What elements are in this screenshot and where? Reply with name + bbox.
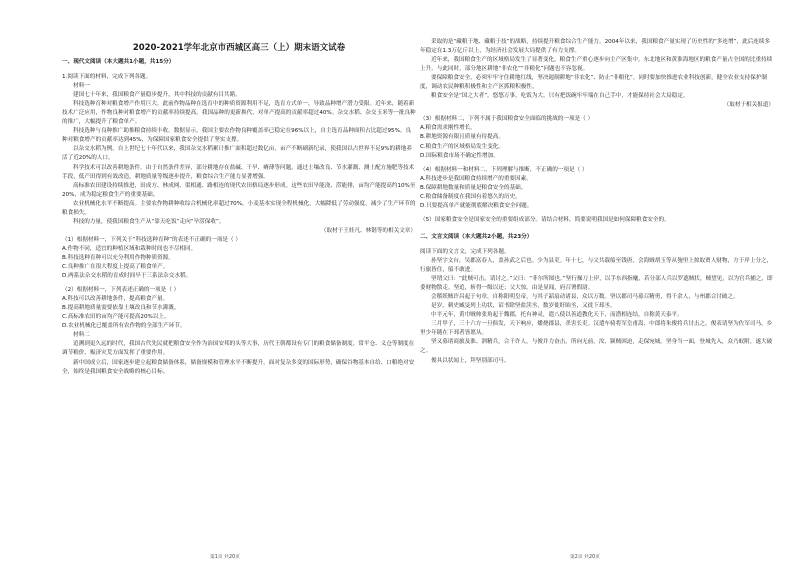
paragraph: 要保障粮食安全，必须牢牢守住耕地红线，坚决遏制耕地“非农化”、防止“非粮化”。同时要加快推进农业科技创新，健全农业支持保护制度，调动农民种粮积极性和主产区抓粮积极性。: [420, 75, 768, 91]
paragraph: 高标准农田建设持续推进，田成方、林成网、渠相通、路相连的现代农田格局逐步形成。这些农田旱能浇、涝能排，亩均产能提高约10%至20%，成为稳定粮食生产的重要基础。: [62, 182, 416, 198]
paragraph: 科技选种与良种推广助推粮食持续丰收。数据显示，我国主要农作物良种覆盖率已稳定在96%以上，自主选育品种面积占比超过95%。良种对粮食增产的贡献率达到45%，为保障国家粮食安全提供了坚实支撑。: [62, 128, 412, 144]
answer-option: C.高标准农田的亩均产能可提高20%以上。: [62, 314, 170, 321]
paragraph: 科学技术可以改善耕地条件。由于自然条件差异，部分耕地存在盐碱、干旱、瘠薄等问题。通过土壤改良、节水灌溉、测土配方施肥等技术手段，低产田得到有效改造，耕地质量等级逐步提升，粮食综合生产能力显著增强。: [62, 164, 415, 180]
section-heading-reading: 一、现代文阅读（本大题共1小题，共15分）: [62, 59, 175, 65]
answer-option: B.科技选种育种可以充分利用作物种质资源。: [62, 254, 174, 261]
question-stem: （3）根据材料二，下列不属于我国粮食安全面临的挑战的一项是（ ）: [420, 116, 594, 123]
paragraph: 建国七十年来，我国粮食产量稳步提升，其中科技的贡献有目共睹。: [73, 92, 241, 99]
answer-option: D.两系法杂交水稻的育成时间早于三系法杂交水稻。: [62, 273, 192, 280]
right-column: [420, 38, 774, 366]
page-number-left: 第1页 共20页: [210, 555, 240, 560]
paragraph: 新中国成立后，国家逐步建立起粮食储备体系，储备规模和管理水平不断提升。面对复杂多变的国际形势，确保谷物基本自给、口粮绝对安全，始终是我国粮食安全战略的核心目标。: [62, 359, 415, 375]
exam-title: 2020-2021学年北京市西城区高三（上）期末语文试卷: [132, 43, 346, 53]
question-intro: 阅读下面的文言文，完成下列各题。: [420, 248, 510, 255]
question-stem: （5）国家粮食安全是国家安全的重要组成部分。请结合材料，简要说明我国是如何保障粮食安全的。: [420, 216, 670, 223]
classical-paragraph: 俊具以状闻上，拜坚别部司马。: [431, 357, 510, 364]
answer-option: C.良种推广在很大程度上提高了粮食单产。: [62, 264, 169, 271]
answer-option: D.只要提高单产就能彻底解决粮食安全问题。: [420, 202, 533, 209]
answer-option: C.粮食储备制度在我国有着悠久的历史。: [420, 193, 521, 200]
answer-option: A.作物不同，适宜的种植区域和栽种时间也不尽相同。: [62, 245, 197, 252]
answer-option: A.科技可以改善耕地条件，提高粮食产量。: [62, 296, 169, 303]
paragraph: 近年来，我国粮食生产的区域格局发生了显著变化，粮食生产重心逐步向主产区集中，东北地区和黄淮海地区的粮食产量占全国的比重持续上升。与此同时，部分地区耕地“非农化”“非粮化”问题也不容忽视。: [420, 57, 773, 73]
section-heading-classical: 二、文言文阅读（本大题共2小题，共23分）: [420, 233, 533, 240]
answer-option: B.保障耕地数量和质量是粮食安全的基础。: [420, 184, 527, 191]
classical-paragraph: 是岁，刺史臧旻列上功状，诏书除坚盐渎丞，数岁徙盱眙丞，又徙下邳丞。: [431, 303, 616, 310]
classical-paragraph: 会稽妖贼许昌起于句章，自称阳明皇帝，与其子韶扇动诸县，众以万数。坚以郡司马募召精勇，得千余人，与州郡合讨破之。: [431, 294, 739, 301]
answer-option: B.提高耕地质量需要依靠土壤改良和节水灌溉。: [62, 305, 180, 312]
classical-paragraph: 坚又募诸商旅及淮、泗精兵，合千许人，与俊并力奋击，所向无前。汝、颍贼困迫，走保宛城。坚身当一面，登城先入，众乃蚁附，遂大破之。: [420, 339, 773, 355]
answer-option: D.国际粮食市场不确定性增加。: [420, 152, 499, 159]
classical-paragraph: 坚谓父曰：“此贼可击，请讨之。”父曰：“非尔所图也。”坚行操刀上岸，以手东西指麾，若分部人兵以罗遮贼状。贼望见，以为官兵捕之，即委财物散走。坚追，斩得一级以还；父大惊。由是显闻，府召署假尉。: [420, 276, 773, 292]
classical-paragraph: 中平元年，黄巾贼帅张角起于魏郡，托有神灵，遣八使以善道教化天下，而潜相连结，自称黄天泰平。: [431, 312, 683, 319]
source-note: （取材于王娃凡、林锴等的相关文章）: [320, 227, 416, 234]
paragraph: 追溯到更久远的时代，我国古代先民就把粮食安全作为治国安邦的头等大事，历代王朝都设有专门的粮食储备制度。常平仓、义仓等制度在调节粮价、赈济灾荒方面发挥了重要作用。: [62, 341, 415, 357]
answer-option: C.粮食生产的区域格局发生变化。: [420, 143, 504, 150]
question-intro: 1.阅读下面的材料，完成下列各题。: [62, 74, 152, 81]
classical-paragraph: 三月甲子，三十六方一旦俱发，天下响应，燔烧郡县，杀害长吏。汉遣车骑将军皇甫嵩、中郎将朱俊将兵讨击之。俊表请坚为佐军司马，乡里少年随在下邳者皆愿从。: [420, 321, 773, 337]
question-stem: （2）根据材料一，下列表述正确的一项是（ ）: [62, 287, 180, 294]
paragraph: 粮食安全是“国之大者”。悠悠万事，吃饭为大。只有把饭碗牢牢端在自己手中，才能保持社会大局稳定。: [431, 93, 689, 100]
answer-option: D.农业机械化已覆盖所有农作物的全部生产环节。: [62, 323, 186, 330]
paragraph: 农业机械化水平不断提高。主要农作物耕种收综合机械化率超过70%，小麦基本实现全程机械化，大幅降低了劳动强度，减少了生产环节的粮食损失。: [62, 200, 416, 216]
question-stem: （4）根据材料一和材料二，下列理解与推断，不正确的一项是（ ）: [420, 166, 588, 173]
answer-option: B.耕地资源有限且质量有待提高。: [420, 134, 504, 141]
classical-paragraph: 孙坚字文台，吴郡富春人，盖孙武之后也。少为县吏。年十七，与父共载船至钱唐，会海贼胡玉等从匏里上掠取贾人财物，方于岸上分之，行旅皆住，船不敢进。: [420, 257, 773, 274]
left-column: [62, 38, 416, 377]
paragraph: 以杂交水稻为例，自上世纪七十年代以来，我国杂交水稻累计推广面积超过数亿亩，亩产不断刷新纪录，使我国以占世界不足9%的耕地养活了近20%的人口。: [62, 146, 412, 162]
paragraph: 科技选种育种对粮食增产作用巨大。此前作物品种在选育中的种质资源利用不足，选育方式单一，导致品种增产潜力受限。近年来，随着新技术广泛应用，作物良种对粮食增产的贡献率持续提高。我国品种的更新换代，对单产提高的贡献率超过40%。杂交水稻、杂交玉米等一批良种的推广，大幅提升了粮食单产。: [62, 101, 416, 126]
answer-option: A.粮食需求刚性增长。: [420, 125, 476, 132]
source-note: （取材于相关报道）: [723, 102, 774, 109]
paragraph: 科技的力量，使我国粮食生产从“靠天吃饭”走向“旱涝保收”。: [73, 218, 225, 225]
material-label: 材料一: [73, 83, 90, 90]
paragraph: 采取的是“藏粮于地、藏粮于技”的战略，持续提升粮食综合生产能力。2004年以来，我国粮食产量实现了历史性的“多连增”，此后连续多年稳定在1.3万亿斤以上，为经济社会发展大局提供了有力支撑。: [420, 39, 771, 55]
answer-option: A.科技进步是我国粮食持续增产的重要因素。: [420, 175, 532, 182]
material-label: 材料二: [73, 332, 90, 339]
question-stem: （1）根据材料一，下列关于“科技选种育种”的表述不正确的一项是（ ）: [62, 236, 241, 243]
page-number-right: 第2页 共20页: [570, 555, 600, 560]
